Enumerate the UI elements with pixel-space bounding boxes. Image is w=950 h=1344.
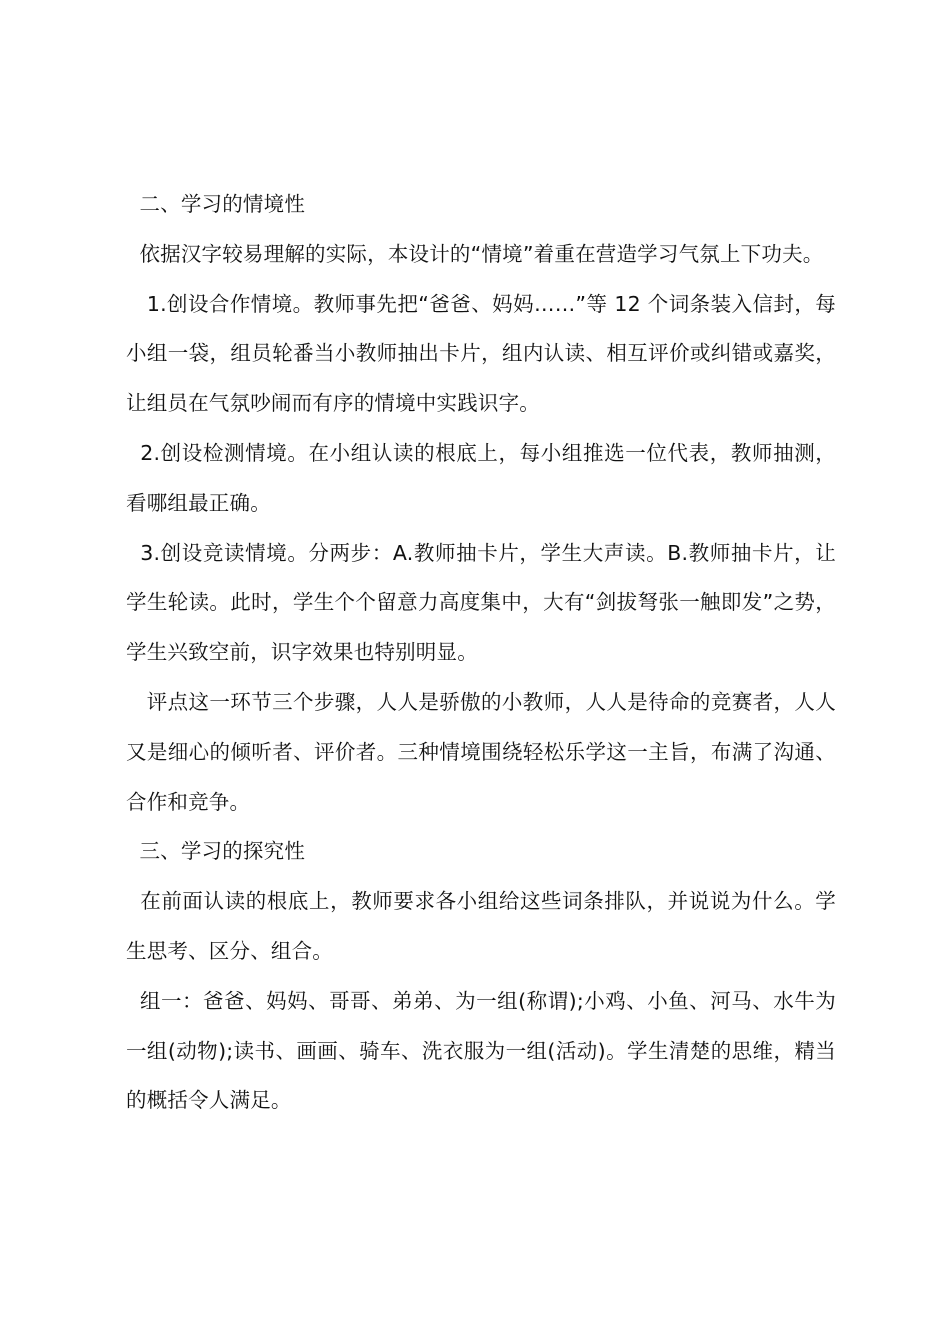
paragraph-group-1: 组一：爸爸、妈妈、哥哥、弟弟、为一组(称谓);小鸡、小鱼、河马、水牛为一组(动物);读书、画画、骑车、洗衣服为一组(活动)。学生清楚的思维，精当的概括令人满足。 <box>126 988 836 1113</box>
section-heading-2: 二、学习的情境性 <box>126 192 306 216</box>
paragraph-item-2: 2.创设检测情境。在小组认读的根底上，每小组推选一位代表，教师抽测，看哪组最正确。 <box>126 440 837 515</box>
paragraph-item-3: 3.创设竞读情境。分两步：A.教师抽卡片，学生大声读。B.教师抽卡片，让学生轮读。此时，学生个个留意力高度集中，大有“剑拔弩张一触即发”之势，学生兴致空前，识字效果也特别明显。 <box>126 540 836 665</box>
paragraph-item-1: 1.创设合作情境。教师事先把“爸爸、妈妈……”等 12 个词条装入信封，每小组一袋，组员轮番当小教师抽出卡片，组内认读、相互评价或纠错或嘉奖，让组员在气氛吵闹而有序的情境中实践识字。 <box>126 291 836 416</box>
paragraph-inquiry: 在前面认读的根底上，教师要求各小组给这些词条排队，并说说为什么。学生思考、区分、组合。 <box>126 889 836 963</box>
paragraph-comment: 评点这一环节三个步骤，人人是骄傲的小教师，人人是待命的竞赛者，人人又是细心的倾听者、评价者。三种情境围绕轻松乐学这一主旨，布满了沟通、合作和竞争。 <box>126 689 836 814</box>
document-body <box>126 180 836 1126</box>
section-heading-3: 三、学习的探究性 <box>126 839 306 864</box>
paragraph-intro: 依据汉字较易理解的实际，本设计的“情境”着重在营造学习气氛上下功夫。 <box>126 241 824 266</box>
